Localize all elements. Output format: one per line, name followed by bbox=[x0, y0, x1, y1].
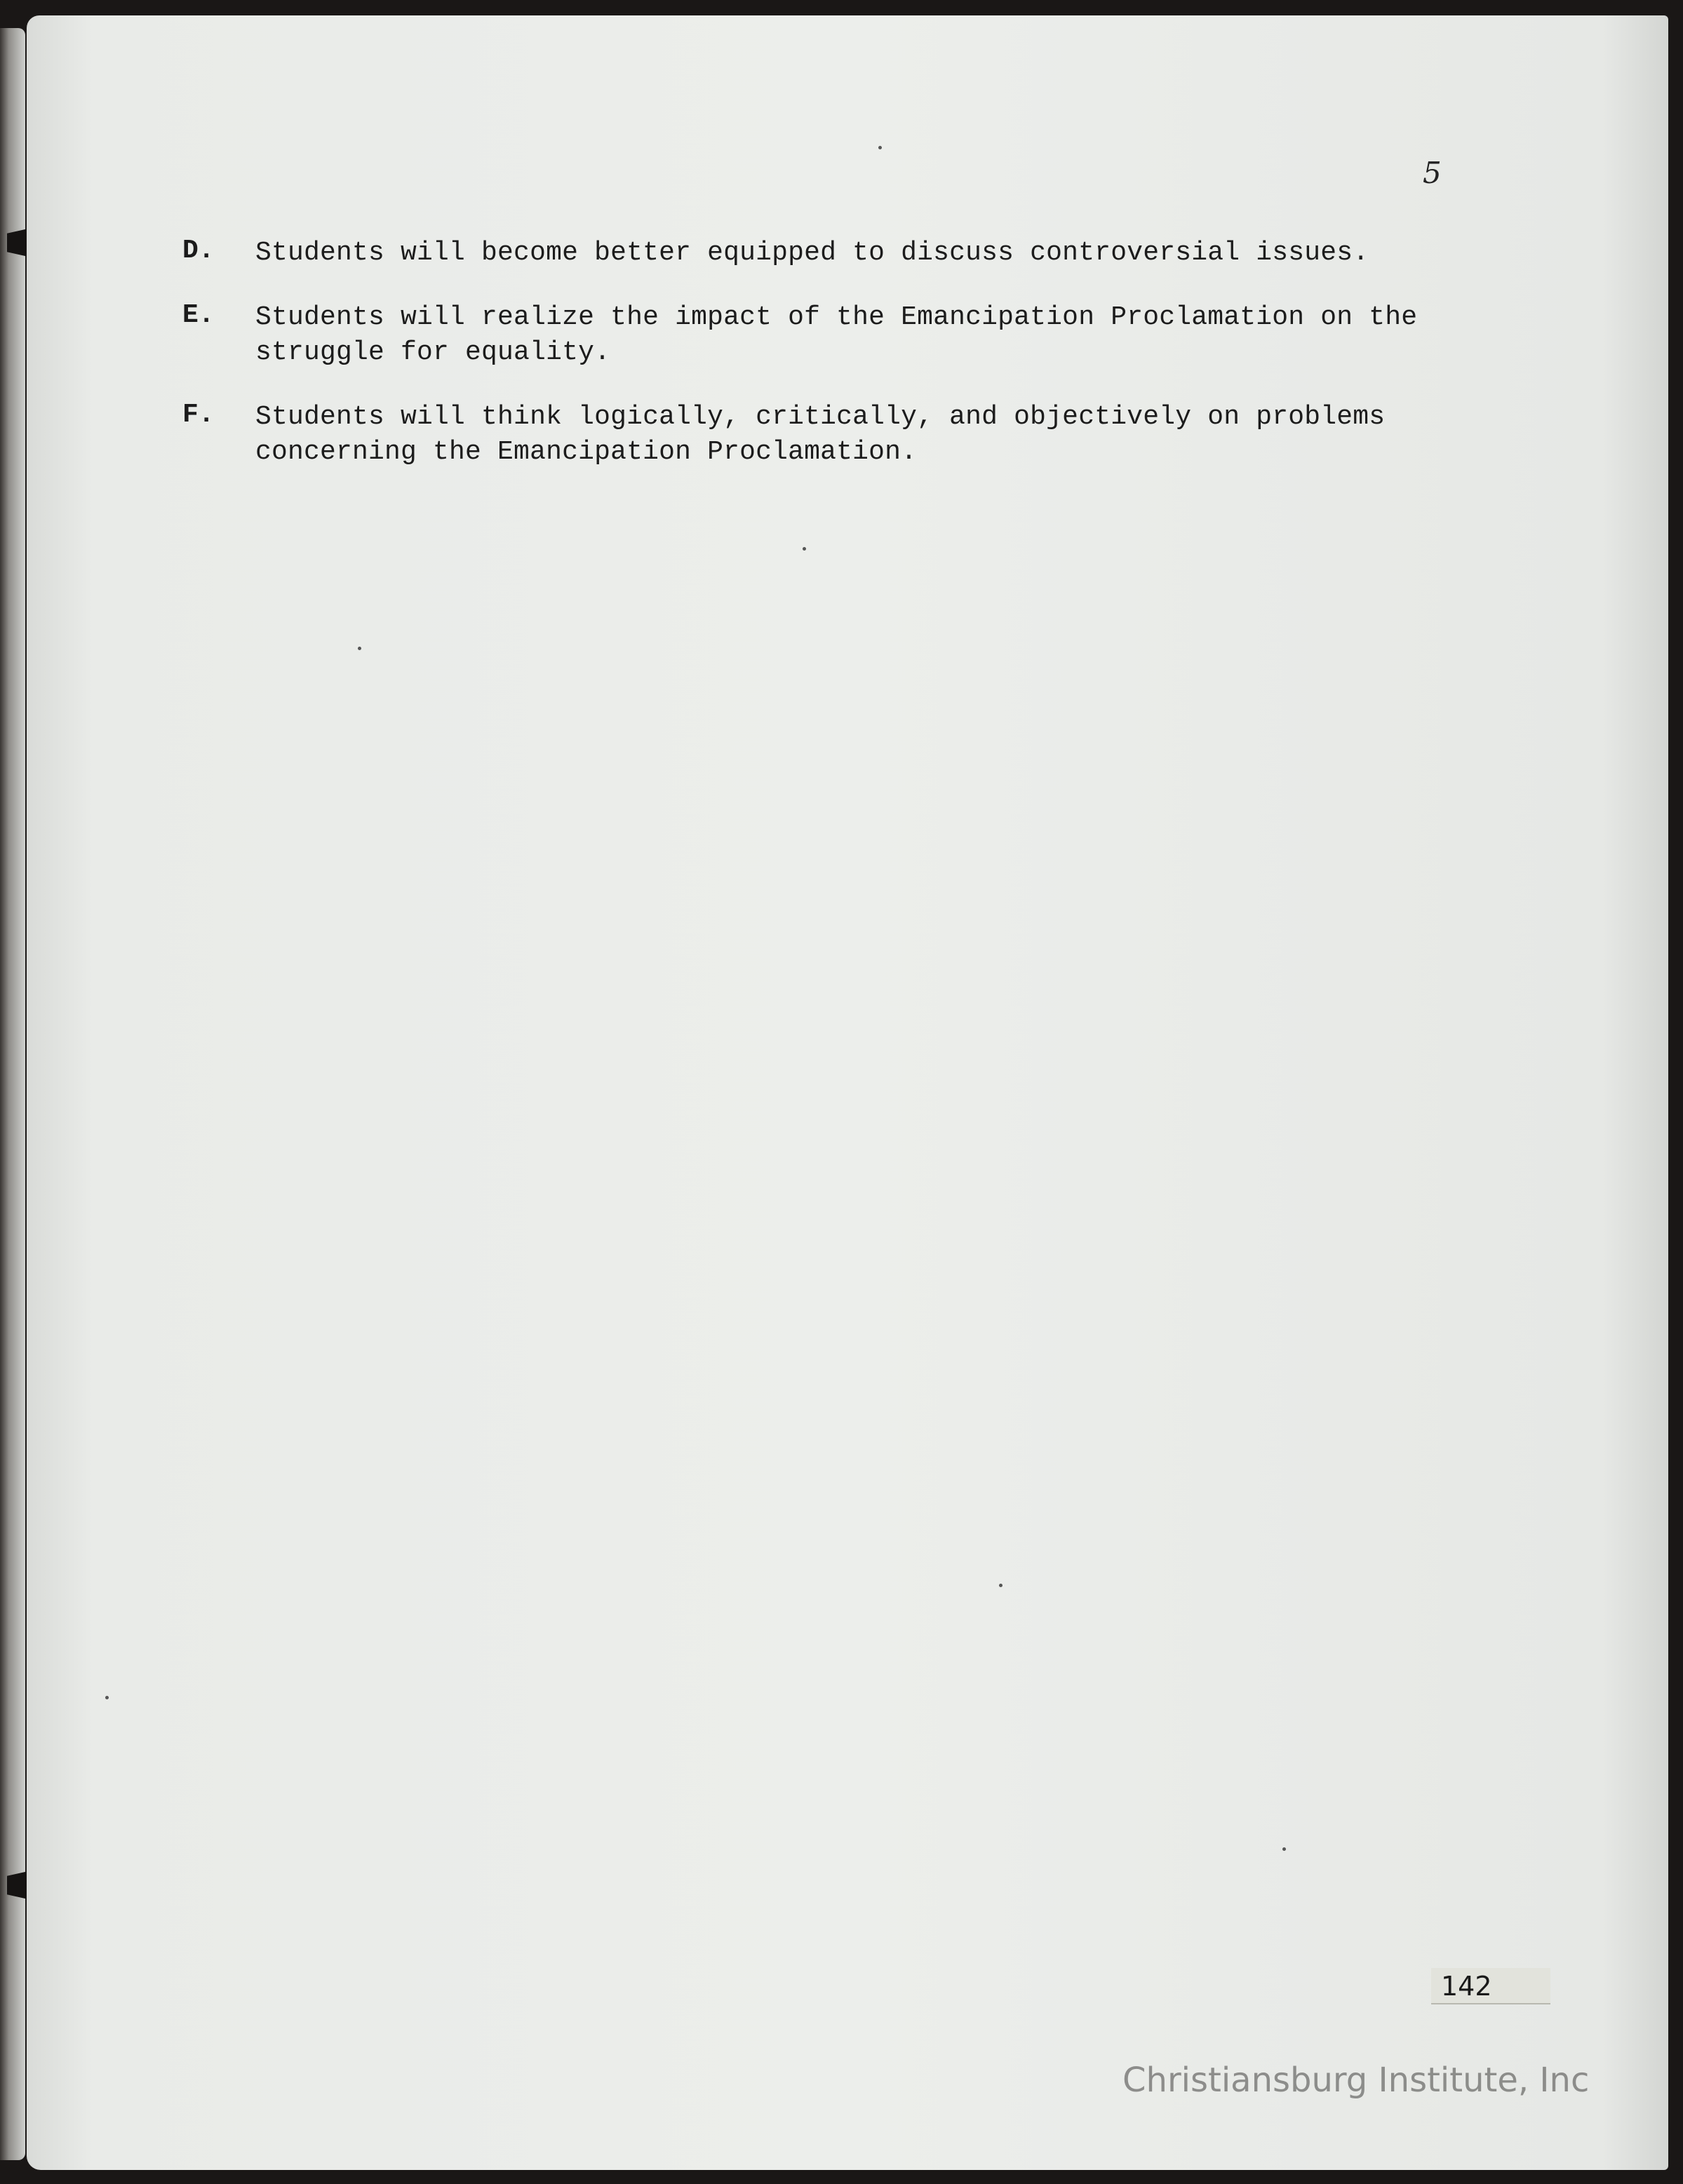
objective-letter: E. bbox=[182, 300, 215, 330]
paper-speck bbox=[1282, 1847, 1286, 1851]
archive-stamp-number: 142 bbox=[1431, 1968, 1550, 2004]
paper-speck bbox=[803, 547, 806, 551]
objectives-list bbox=[182, 236, 1473, 499]
paper-speck bbox=[999, 1584, 1003, 1587]
paper-speck bbox=[878, 146, 882, 149]
objective-letter: D. bbox=[182, 236, 215, 266]
binder-page-edge bbox=[0, 28, 25, 2160]
objective-text: Students will think logically, critically, and objectively on problems concerning the Emancipation Proclamation. bbox=[255, 402, 1386, 467]
objective-text: Students will realize the impact of the Emancipation Proclamation on the struggle for equality. bbox=[255, 302, 1418, 368]
objective-item bbox=[182, 300, 1473, 370]
watermark: Christiansburg Institute, Inc bbox=[1122, 2061, 1590, 2100]
objective-letter: F. bbox=[182, 400, 215, 430]
objective-item bbox=[182, 400, 1473, 470]
page-number: 5 bbox=[1423, 156, 1442, 190]
paper-speck bbox=[358, 647, 361, 650]
paper-speck bbox=[105, 1696, 109, 1699]
objective-item bbox=[182, 236, 1473, 271]
objective-text: Students will become better equipped to discuss controversial issues. bbox=[255, 238, 1369, 268]
